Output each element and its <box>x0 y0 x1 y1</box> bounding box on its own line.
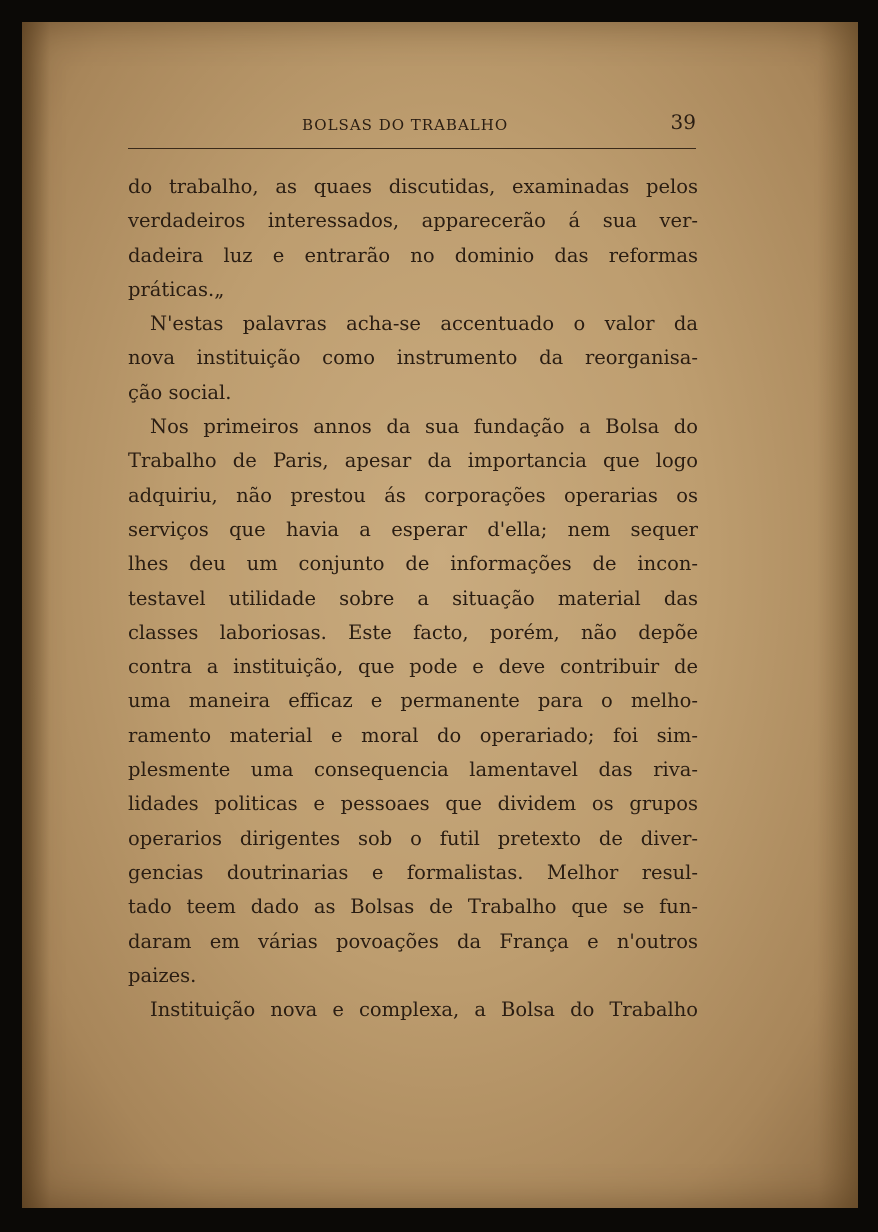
text-line: daram em várias povoações da França e n'outros <box>128 929 698 953</box>
text-line: práticas.„ <box>128 277 225 301</box>
text-line: do trabalho, as quaes discutidas, examinadas pelos <box>128 175 698 198</box>
text-line: nova instituição como instrumento da reorganisa- <box>128 346 698 370</box>
text-line: ramento material e moral do operariado; foi sim- <box>128 723 698 747</box>
text-line: N'estas palavras acha-se accentuado o valor da <box>150 312 698 336</box>
text-line: classes laboriosas. Este facto, porém, não depõe <box>128 620 698 644</box>
book-page <box>22 22 858 1208</box>
running-title: BOLSAS DO TRABALHO <box>302 116 509 134</box>
text-line: contra a instituição, que pode e deve contribuir de <box>128 655 698 679</box>
text-line: ção social. <box>128 380 232 404</box>
text-line: adquiriu, não prestou ás corporações operarias os <box>128 483 698 507</box>
header-rule <box>128 148 696 149</box>
text-line: Trabalho de Paris, apesar da importancia que logo <box>128 449 698 473</box>
text-line: dadeira luz e entrarão no dominio das reformas <box>128 243 698 267</box>
body-text <box>128 170 698 1027</box>
text-line: Nos primeiros annos da sua fundação a Bolsa do <box>150 415 698 439</box>
text-line: lhes deu um conjunto de informações de incon- <box>128 552 698 576</box>
page-header <box>130 110 698 138</box>
text-line: uma maneira efficaz e permanente para o melho- <box>128 689 698 713</box>
text-line: Instituição nova e complexa, a Bolsa do Trabalho <box>150 998 698 1022</box>
text-line: verdadeiros interessados, apparecerão á sua ver- <box>128 209 698 233</box>
text-line: testavel utilidade sobre a situação material das <box>128 586 698 610</box>
text-line: gencias doutrinarias e formalistas. Melhor resul- <box>128 860 698 884</box>
page-number: 39 <box>670 110 696 134</box>
text-line: plesmente uma consequencia lamentavel das riva- <box>128 758 698 782</box>
text-line: tado teem dado as Bolsas de Trabalho que se fun- <box>128 895 698 919</box>
text-line: serviços que havia a esperar d'ella; nem sequer <box>128 517 698 541</box>
text-line: paizes. <box>128 963 197 987</box>
text-line: operarios dirigentes sob o futil pretexto de diver- <box>128 826 698 850</box>
text-line: lidades politicas e pessoaes que dividem os grupos <box>128 792 698 816</box>
